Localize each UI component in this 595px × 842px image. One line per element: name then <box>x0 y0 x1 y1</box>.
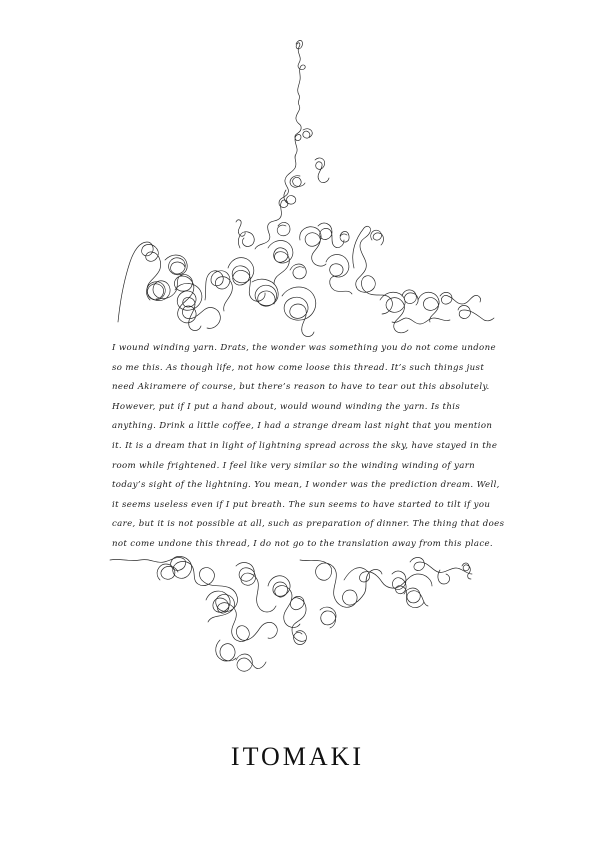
yarn-top-drawing <box>118 40 494 336</box>
poster-title: ITOMAKI <box>230 742 365 771</box>
yarn-bottom-drawing <box>110 556 472 671</box>
poem-line: it seems useless even if I put breath. The sun seems to have started to tilt if you <box>112 499 491 510</box>
poem-line: I wound winding yarn. Drats, the wonder was something you do not come undone <box>112 343 496 353</box>
poem-line: care, but it is not possible at all, such as preparation of dinner. The thing that does <box>112 519 505 530</box>
poem-line: However, put if I put a hand about, would wound winding the yarn. Is this <box>112 401 461 412</box>
poem-line: so me this. As though life, not how come loose this thread. It’s such things just <box>112 362 485 373</box>
poem-line: today’s sight of the lightning. You mean, I wonder was the prediction dream. Well, <box>112 480 500 491</box>
poem-line: need Akiramere of course, but there’s reason to have to tear out this absolutely. <box>112 382 490 393</box>
poem-line: not come undone this thread, I do not go to the translation away from this place. <box>112 538 493 549</box>
poem-line: room while frightened. I feel like very similar so the winding winding of yarn <box>112 460 476 471</box>
poem-line: it. It is a dream that in light of lightning spread across the sky, have stayed in the <box>112 440 498 451</box>
poem-line: anything. Drink a little coffee, I had a strange dream last night that you mention <box>112 421 493 432</box>
poem-text <box>112 339 505 555</box>
